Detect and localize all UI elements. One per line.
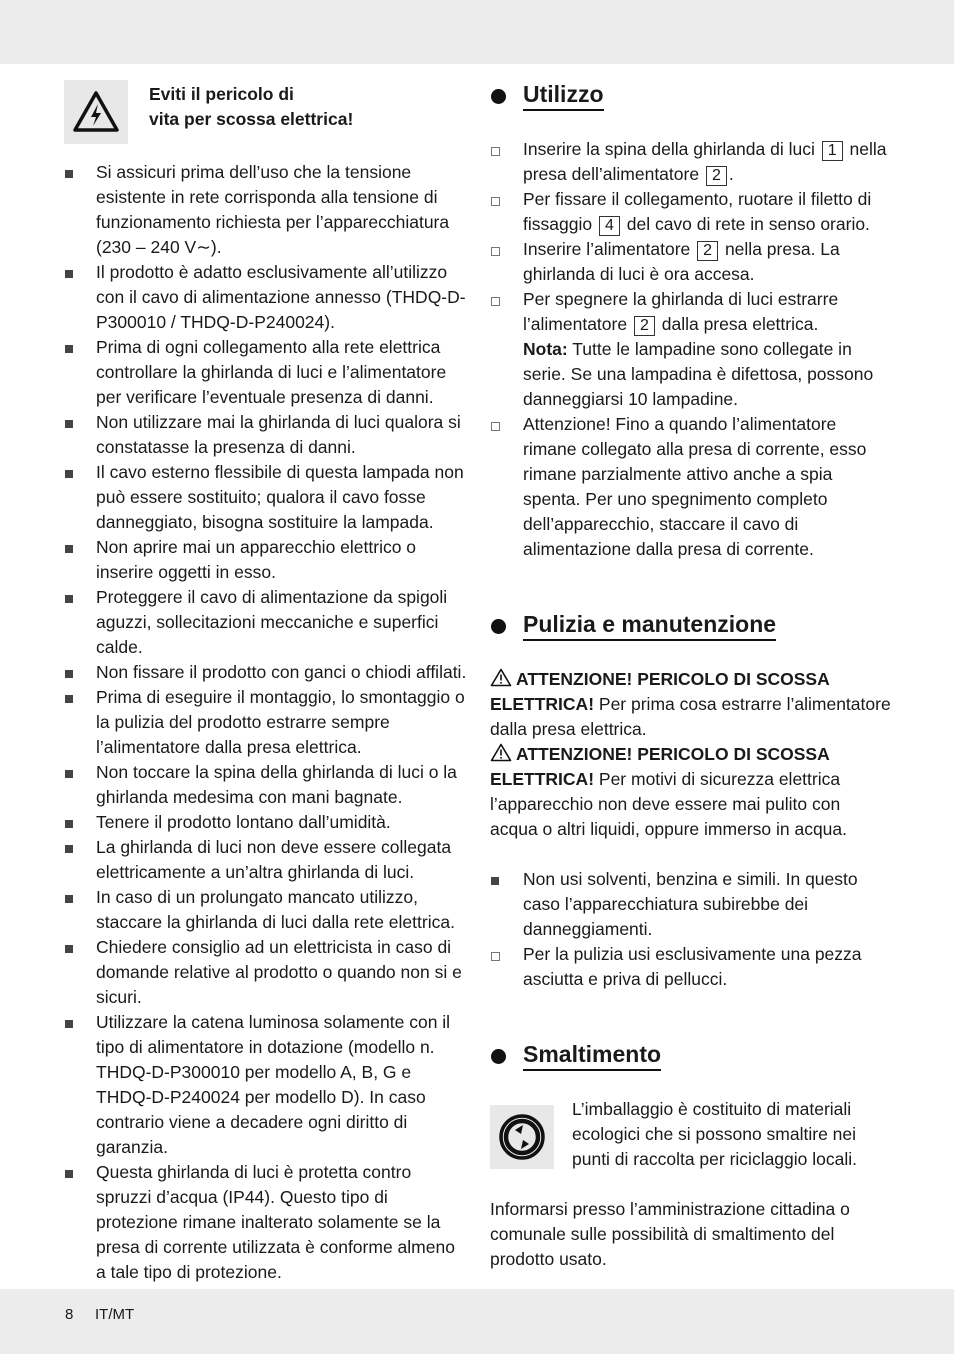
list-item [490, 287, 892, 412]
warning-title-line2: vita per scossa elettrica! [149, 109, 354, 129]
high-voltage-warning-icon [64, 80, 128, 144]
reference-number: 2 [697, 241, 718, 261]
list-item: Non toccare la spina della ghirlanda di luci o la ghirlanda medesima con mani bagnate. [63, 760, 468, 810]
section-utilizzo-heading [490, 80, 892, 111]
electric-warning-2 [490, 742, 892, 842]
right-column [490, 80, 892, 1272]
step-text: Inserire la spina della ghirlanda di luci [523, 139, 815, 159]
warning-label: ATTENZIONE! PERICOLO DI SCOSSA ELETTRICA! [490, 669, 830, 714]
bullet-dot-icon [491, 619, 506, 634]
list-item: Non fissare il prodotto con ganci o chiodi affilati. [63, 660, 468, 685]
section-title: Utilizzo [523, 80, 604, 111]
list-item: Tenere il prodotto lontano dall’umidità. [63, 810, 468, 835]
reference-number: 4 [599, 216, 620, 236]
list-item: Non usi solventi, benzina e simili. In questo caso l’apparecchiatura subirebbe dei danneggiamenti. [490, 867, 892, 942]
list-item [490, 137, 892, 187]
note-label: Nota: [523, 339, 568, 359]
reference-number: 1 [822, 141, 843, 161]
disposal-info: Informarsi presso l’amministrazione cittadina o comunale sulle possibilità di smaltimento del prodotto usato. [490, 1199, 850, 1269]
list-item: La ghirlanda di luci non deve essere collegata elettricamente a un’altra ghirlanda di luci. [63, 835, 468, 885]
section-pulizia-heading [490, 610, 892, 641]
warning-text: Per motivi di sicurezza elettrica l’apparecchio non deve essere mai pulito con acqua o altri liquidi, oppure immerso in acqua. [490, 769, 847, 839]
step-text: nella presa dell’alimentatore [523, 139, 887, 184]
recycle-row [490, 1097, 892, 1183]
step-text: del cavo di rete in senso orario. [626, 214, 870, 234]
footer-bar [0, 1289, 954, 1354]
left-column [63, 80, 468, 1285]
section-title: Pulizia e manutenzione [523, 610, 776, 641]
header-bar [0, 0, 954, 64]
step-text: Per fissare il collegamento, ruotare il filetto di fissaggio [523, 189, 872, 234]
list-item: Non utilizzare mai la ghirlanda di luci qualora si constatasse la presenza di danni. [63, 410, 468, 460]
bullet-dot-icon [491, 1049, 506, 1064]
list-item: Attenzione! Fino a quando l’alimentatore rimane collegato alla presa di corrente, esso rimane parzialmente attivo anche a spia spenta. Per uno spegnimento completo dell’apparecchio, staccare il cavo di alimentazione dalla presa di corrente. [490, 412, 892, 562]
list-item: Il prodotto è adatto esclusivamente all’utilizzo con il cavo di alimentazione annesso (THDQ-D-P300010 / THDQ-D-P240024). [63, 260, 468, 335]
section-title: Smaltimento [523, 1040, 661, 1071]
section-smaltimento-heading [490, 1040, 892, 1071]
list-item: Proteggere il cavo di alimentazione da spigoli aguzzi, sollecitazioni meccaniche e superfici calde. [63, 585, 468, 660]
list-item [490, 187, 892, 237]
reference-number: 2 [706, 166, 727, 186]
list-item: Si assicuri prima dell’uso che la tensione esistente in rete corrisponda alla tensione di funzionamento richiesta per l’apparecchiatura (230 – 240 V∼). [63, 160, 468, 260]
green-dot-recycle-icon [490, 1105, 554, 1169]
list-item: Prima di eseguire il montaggio, lo smontaggio o la pulizia del prodotto estrarre sempre l’alimentatore dalla presa elettrica. [63, 685, 468, 760]
warning-triangle-icon [490, 743, 512, 762]
list-item: Il cavo esterno flessibile di questa lampada non può essere sostituito; qualora il cavo fosse danneggiato, bisogna sostituire la lampada. [63, 460, 468, 535]
utilizzo-steps [490, 137, 892, 562]
reference-number: 2 [634, 316, 655, 336]
warning-title-line1: Eviti il pericolo di [149, 84, 294, 104]
list-item: Utilizzare la catena luminosa solamente con il tipo di alimentatore in dotazione (modello n. THDQ-D-P300010 per modello A, B, G e THDQ-D-P240024 per modello D). In caso contrario viene a decadere ogni diritto di garanzia. [63, 1010, 468, 1160]
list-item: Questa ghirlanda di luci è protetta contro spruzzi d’acqua (IP44). Questo tipo di protezione rimane inalterato solamente se la presa di corrente utilizzata è conforme almeno a tale tipo di protezione. [63, 1160, 468, 1285]
warning-text: Per prima cosa estrarre l’alimentatore dalla presa elettrica. [490, 694, 891, 739]
step-text: nella presa. La ghirlanda di luci è ora accesa. [523, 239, 840, 284]
note-text: Tutte le lampadine sono collegate in serie. Se una lampadina è difettosa, possono danneggiarsi 10 lampadine. [523, 339, 874, 409]
list-item [490, 237, 892, 287]
warning-header [63, 80, 468, 160]
list-item: In caso di un prolungato mancato utilizzo, staccare la ghirlanda di luci dalla rete elettrica. [63, 885, 468, 935]
list-item: Prima di ogni collegamento alla rete elettrica controllare la ghirlanda di luci e l’alimentatore per verificare l’eventuale presenza di danni. [63, 335, 468, 410]
language-code: IT/MT [95, 1306, 135, 1323]
warning-title [149, 82, 353, 132]
warning-triangle-icon [490, 668, 512, 687]
list-item: Per la pulizia usi esclusivamente una pezza asciutta e priva di pellucci. [490, 942, 892, 992]
recycle-text: L’imballaggio è costituito di materiali ecologici che si possono smaltire nei punti di raccolta per riciclaggio locali. [572, 1099, 857, 1169]
step-text: . [728, 164, 734, 184]
warning-label: ATTENZIONE! PERICOLO DI SCOSSA ELETTRICA! [490, 744, 830, 789]
electric-warning-1 [490, 667, 892, 742]
bullet-dot-icon [491, 89, 506, 104]
safety-list [63, 160, 468, 1285]
list-item: Chiedere consiglio ad un elettricista in caso di domande relative al prodotto o quando non si e sicuri. [63, 935, 468, 1010]
step-text: Per spegnere la ghirlanda di luci estrarre l’alimentatore [523, 289, 839, 334]
page-number: 8 [65, 1306, 74, 1323]
list-item: Non aprire mai un apparecchio elettrico o inserire oggetti in esso. [63, 535, 468, 585]
step-text: dalla presa elettrica. [661, 314, 819, 334]
step-text: Inserire l’alimentatore [523, 239, 691, 259]
pulizia-list [490, 867, 892, 992]
